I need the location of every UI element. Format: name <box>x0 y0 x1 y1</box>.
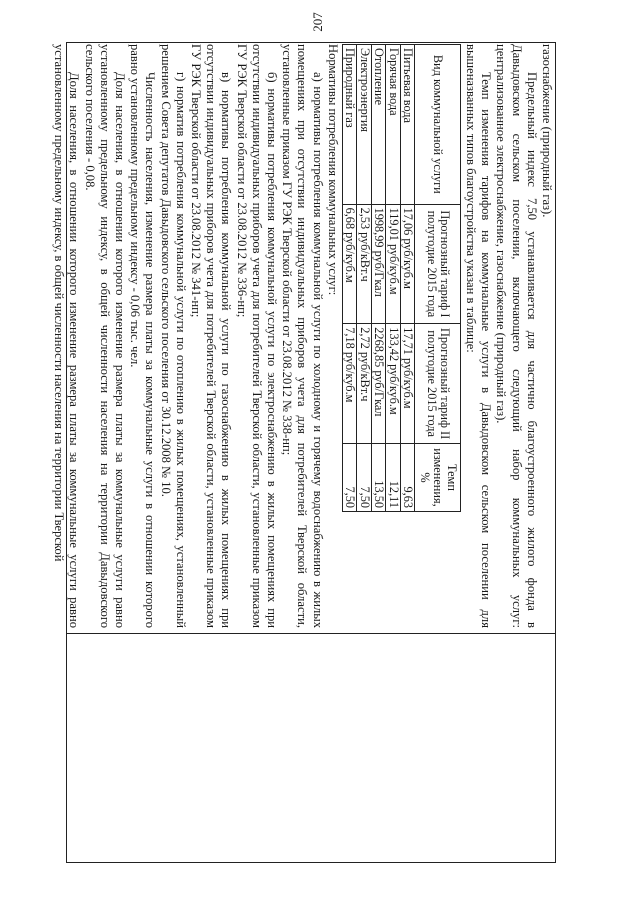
paragraph-share-region: Доля населения, в отношении которого изменение размера платы за коммунальные услуги равно установленному предельному индексу, в общей численности населения на территории Тверской <box>52 44 82 628</box>
paragraph-tariff-intro: Темп изменения тарифов на коммунальные услуги в Давыдовском сельском поселении для вышеназванных типов благоустройства указан в таблице: <box>463 44 494 628</box>
header-change-rate: Темп изменения, % <box>415 443 461 511</box>
cell-tariff-h2: 2268,85 руб/Гкал <box>371 324 386 444</box>
cell-change-rate: 12,11 <box>386 443 401 511</box>
cell-tariff-h1: 1998,99 руб/Гкал <box>371 204 386 324</box>
cell-tariff-h1: 119,01 руб/куб.м <box>386 204 401 324</box>
table-row <box>357 45 372 512</box>
cell-change-rate: 13,50 <box>371 443 386 511</box>
cell-change-rate: 9,63 <box>400 443 415 511</box>
paragraph-norms-heading: Нормативы потребления коммунальных услуг: <box>325 44 340 296</box>
header-service: Вид коммунальной услуги <box>415 45 461 205</box>
paragraph-gas: газоснабжение (природный газ). <box>540 44 554 218</box>
cell-tariff-h2: 7,18 руб/куб.м <box>342 324 357 444</box>
cell-tariff-h2: 17,71 руб/куб.м <box>400 324 415 444</box>
cell-tariff-h2: 133,42 руб/куб.м <box>386 324 401 444</box>
cell-service: Природный газ <box>342 45 357 205</box>
paragraph-norm-heating: г) норматив потребления коммунальной услуги по отоплению в жилых помещениях, установленный решением Совета депутатов Давыдовского сельского поселения от 30.12.2008 № 10. <box>158 44 188 628</box>
paragraph-norm-electricity: б) нормативы потребления коммунальной услуги по электроснабжению в жилых помещениях при отсутствии индивидуальных приборов учета для потребителей Тверской области, установленные приказом ГУ РЭК Тверской области от 23.08.2012 № 336-нп; <box>234 44 279 628</box>
rotated-document-body <box>52 44 554 628</box>
cell-tariff-h1: 2,53 руб/кВт.ч <box>357 204 372 324</box>
paragraph-population: Численность населения, изменение размера платы за коммунальные услуги в отношении которого равно установленному предельному индексу - 0,06 тыс. чел. <box>128 44 158 628</box>
cell-tariff-h1: 17,06 руб/куб.м <box>400 204 415 324</box>
table-row <box>400 45 415 512</box>
page-number-text: 207 <box>310 12 325 32</box>
header-tariff-h2: Прогнозный тариф II полугодие 2015 года <box>415 324 461 444</box>
cell-change-rate: 7,50 <box>357 443 372 511</box>
frame-divider <box>67 633 555 634</box>
cell-service: Электроэнергия <box>357 45 372 205</box>
cell-tariff-h2: 2,72 руб/кВт.ч <box>357 324 372 444</box>
paragraph-norm-water: а) нормативы потребления коммунальной услуги по холодному и горячему водоснабжению в жилых помещениях при отсутствии индивидуальных приборов учета для потребителей Тверской области, установленные приказом ГУ РЭК Тверской области от 23.08.2012 № 338-нп; <box>280 44 325 628</box>
header-tariff-h1: Прогнозный тариф I полугодие 2015 года <box>415 204 461 324</box>
cell-tariff-h1: 6,68 руб/куб.м <box>342 204 357 324</box>
paragraph-share-settlement: Доля населения, в отношении которого изменение размера платы за коммунальные услуги равно установленному предельному индексу, в общей численности населения на территории Давыдовского сельского поселения - 0,08. <box>82 44 127 628</box>
cell-service: Питьевая вода <box>400 45 415 205</box>
table-row <box>371 45 386 512</box>
tariff-table <box>342 44 461 512</box>
table-row <box>342 45 357 512</box>
paragraph-norm-gas: в) нормативы потребления коммунальной услуги по газоснабжению в жилых помещениях при отсутствии индивидуальных приборов учета для потребителей Тверской области, установленные приказом ГУ РЭК Тверской области от 23.08.2012 № 341-нп; <box>188 44 234 628</box>
cell-change-rate: 7,50 <box>342 443 357 511</box>
tariff-table-header-row <box>415 45 461 512</box>
cell-service: Отопление <box>371 45 386 205</box>
table-row <box>386 45 401 512</box>
cell-service: Горячая вода <box>386 45 401 205</box>
paragraph-limit-index: Предельный индекс 7,50 устанавливается для частично благоустроенного жилого фонда в Давыдовском сельском поселении, включающего следующий набор коммунальных услуг: централизованное электроснабжение, газоснабжение (природный газ). <box>494 44 539 628</box>
